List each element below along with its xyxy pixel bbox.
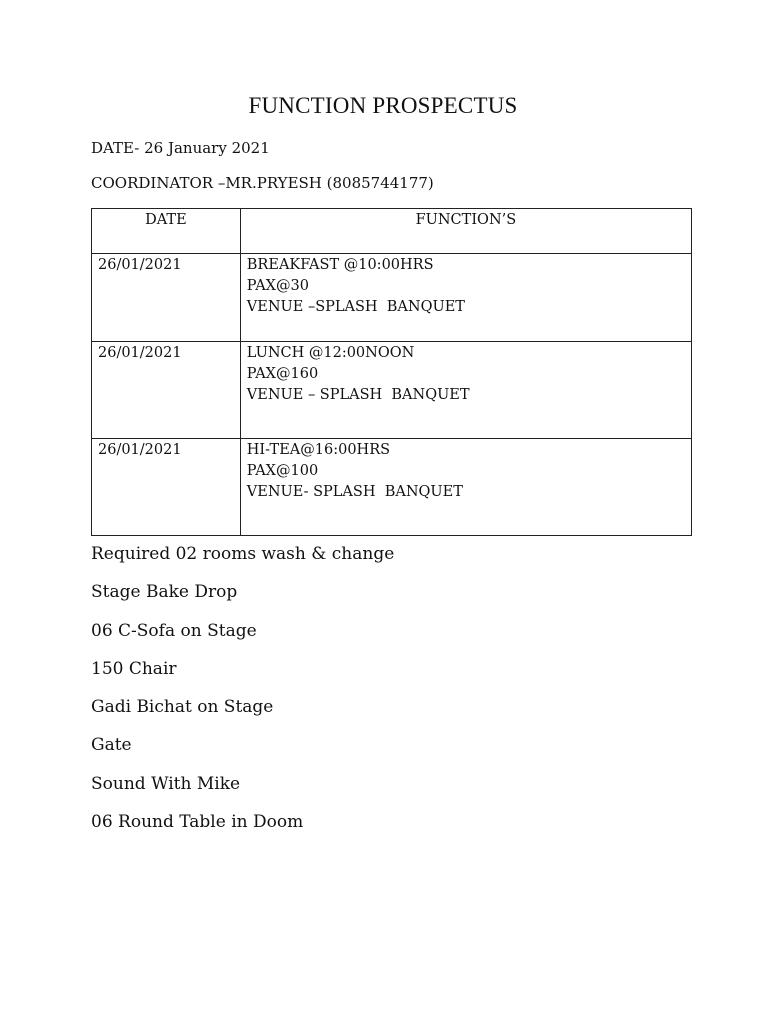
function-name: HI-TEA@16:00HRS bbox=[246, 442, 391, 458]
function-name: LUNCH @12:00NOON bbox=[246, 345, 415, 361]
list-item: Gate bbox=[91, 735, 132, 756]
list-item: 150 Chair bbox=[91, 658, 177, 679]
list-item: 06 Round Table in Doom bbox=[91, 812, 304, 833]
list-item: Gadi Bichat on Stage bbox=[91, 697, 274, 718]
function-name: BREAKFAST @10:00HRS bbox=[246, 257, 434, 273]
list-item: Sound With Mike bbox=[91, 773, 241, 794]
row-date: 26/01/2021 bbox=[92, 342, 241, 439]
functions-table bbox=[91, 208, 692, 536]
list-item: Stage Bake Drop bbox=[91, 582, 238, 603]
row-date: 26/01/2021 bbox=[92, 254, 241, 342]
row-function-details bbox=[240, 439, 691, 536]
table-row bbox=[92, 439, 692, 536]
function-pax: PAX@100 bbox=[246, 463, 319, 479]
function-venue: VENUE –SPLASH BANQUET bbox=[246, 299, 465, 315]
list-item: 06 C-Sofa on Stage bbox=[91, 620, 257, 641]
page-title: FUNCTION PROSPECTUS bbox=[248, 93, 518, 118]
function-venue: VENUE- SPLASH BANQUET bbox=[246, 484, 463, 500]
event-date: DATE- 26 January 2021 bbox=[91, 139, 270, 157]
row-function-details bbox=[240, 342, 691, 439]
table-row bbox=[92, 254, 692, 342]
table-header-row bbox=[92, 209, 692, 254]
functions-column-header: FUNCTION’S bbox=[240, 209, 691, 254]
list-item: Required 02 rooms wash & change bbox=[91, 544, 395, 564]
row-date: 26/01/2021 bbox=[92, 439, 241, 536]
function-pax: PAX@30 bbox=[246, 278, 309, 294]
row-function-details bbox=[240, 254, 691, 342]
function-venue: VENUE – SPLASH BANQUET bbox=[246, 387, 470, 403]
requirements-list bbox=[91, 541, 394, 847]
function-pax: PAX@160 bbox=[246, 366, 319, 382]
table-row bbox=[92, 342, 692, 439]
coordinator-info: COORDINATOR –MR.PRYESH (8085744177) bbox=[91, 174, 434, 192]
date-column-header: DATE bbox=[92, 209, 241, 254]
